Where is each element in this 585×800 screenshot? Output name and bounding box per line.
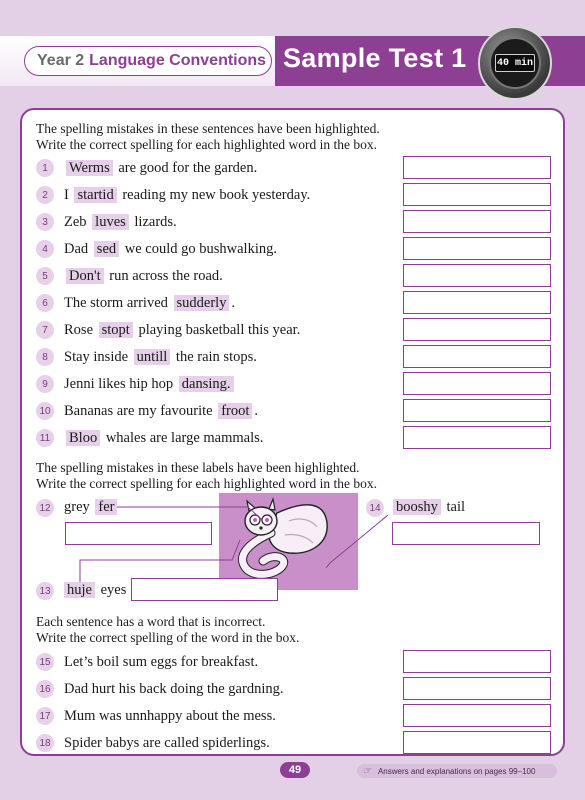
question-text (64, 347, 257, 367)
section2-instruction (36, 460, 377, 492)
question-text (64, 374, 236, 394)
question-text (64, 158, 257, 178)
question-number: 8 (36, 348, 54, 366)
answers-reference (357, 764, 557, 778)
question-row (36, 372, 551, 394)
answer-box[interactable] (403, 372, 551, 395)
question-text (64, 239, 277, 259)
question-number: 7 (36, 321, 54, 339)
question-text (64, 401, 258, 421)
question-number: 16 (36, 680, 54, 698)
highlighted-word: booshy (393, 499, 441, 515)
highlighted-word: Don't (66, 268, 104, 284)
pointing-hand-icon: ☞ (363, 765, 372, 777)
question-row (36, 264, 551, 286)
answer-box[interactable] (403, 677, 551, 700)
question-text: Mum was unnhappy about the mess. (64, 708, 276, 724)
question-row (36, 156, 551, 178)
question-row (36, 677, 551, 699)
question-text (64, 212, 177, 232)
text-after: lizards. (134, 214, 177, 230)
page-header (0, 0, 585, 100)
label-plain: grey (64, 499, 90, 515)
instruction-line: Each sentence has a word that is incorrect. (36, 614, 266, 629)
year-subject-pill (24, 46, 272, 76)
sugar-glider-illustration (219, 493, 358, 590)
instruction-line: Write the correct spelling for each highlighted word in the box. (36, 476, 377, 491)
text-before: Stay inside (64, 349, 129, 365)
question-row (36, 650, 551, 672)
question-row (36, 210, 551, 232)
highlighted-word: dansing. (179, 376, 234, 392)
question-text: Let’s boil sum eggs for breakfast. (64, 654, 259, 670)
text-after: . (231, 295, 236, 311)
text-after: reading my new book yesterday. (122, 187, 311, 203)
question-row (36, 237, 551, 259)
answer-box[interactable] (65, 522, 212, 545)
highlighted-word: untill (134, 349, 171, 365)
question-number: 9 (36, 375, 54, 393)
question-text (64, 320, 300, 340)
question-text: Spider babys are called spiderlings. (64, 735, 270, 751)
text-after: . (254, 403, 258, 419)
section1-instruction (36, 121, 380, 153)
section3-instruction (36, 614, 299, 646)
answer-box[interactable] (131, 578, 278, 601)
question-row (36, 345, 551, 367)
instruction-line: Write the correct spelling of the word in the box. (36, 630, 300, 645)
highlighted-word: fer (95, 499, 117, 515)
question-number: 6 (36, 294, 54, 312)
highlighted-word: stopt (99, 322, 133, 338)
question-text (64, 428, 263, 448)
answer-box[interactable] (403, 650, 551, 673)
question-number: 4 (36, 240, 54, 258)
text-before: Rose (64, 322, 93, 338)
page-title: Sample Test 1 (283, 43, 467, 73)
answers-text: Answers and explanations on pages 99–100 (377, 766, 536, 776)
answer-box[interactable] (403, 318, 551, 341)
question-number: 5 (36, 267, 54, 285)
question-row (36, 704, 551, 726)
text-after: the rain stops. (175, 349, 257, 365)
text-before: The storm arrived (64, 295, 168, 311)
answer-box[interactable] (403, 399, 551, 422)
label-plain: tail (446, 499, 466, 515)
answer-box[interactable] (403, 183, 551, 206)
question-text (64, 293, 235, 313)
question-number: 2 (36, 186, 54, 204)
question-row (36, 426, 551, 448)
question-row (36, 731, 551, 753)
text-before: I (64, 187, 69, 203)
instruction-line: The spelling mistakes in these labels have been highlighted. (36, 460, 360, 475)
question-number: 11 (36, 429, 54, 447)
question-text (64, 266, 223, 286)
question-number: 1 (36, 159, 54, 177)
question-row (36, 399, 551, 421)
label-text (64, 497, 119, 517)
text-after: playing basketball this year. (138, 322, 301, 338)
question-row (36, 291, 551, 313)
answer-box[interactable] (392, 522, 540, 545)
stopwatch-face (489, 37, 541, 89)
answer-box[interactable] (403, 704, 551, 727)
subject-label: Language Conventions (89, 52, 267, 69)
question-row (36, 318, 551, 340)
text-after: are good for the garden. (118, 160, 258, 176)
text-before: Jenni likes hip hop (64, 376, 174, 392)
timer-readout: 40 min (495, 54, 535, 72)
highlighted-word: Bloo (66, 430, 100, 446)
answer-box[interactable] (403, 731, 551, 754)
question-number: 12 (36, 499, 54, 517)
text-after: we could go bushwalking. (124, 241, 277, 257)
question-number: 14 (366, 499, 384, 517)
text-before: Dad (64, 241, 89, 257)
question-row (36, 183, 551, 205)
text-after: whales are large mammals. (105, 430, 264, 446)
question-number: 18 (36, 734, 54, 752)
highlighted-word: huje (64, 582, 95, 598)
question-text: Dad hurt his back doing the gardning. (64, 681, 284, 697)
question-number: 13 (36, 582, 54, 600)
question-number: 17 (36, 707, 54, 725)
highlighted-word: sed (94, 241, 119, 257)
highlighted-word: luves (92, 214, 129, 230)
answer-box[interactable] (403, 264, 551, 287)
question-number: 3 (36, 213, 54, 231)
answer-box[interactable] (403, 345, 551, 368)
answer-box[interactable] (403, 291, 551, 314)
answer-box[interactable] (403, 237, 551, 260)
highlighted-word: Werms (66, 160, 113, 176)
text-before: Bananas are my favourite (64, 403, 213, 419)
label-text (62, 580, 126, 600)
answer-box[interactable] (403, 210, 551, 233)
page-number: 49 (280, 762, 310, 778)
highlighted-word: sudderly (174, 295, 230, 311)
question-number: 15 (36, 653, 54, 671)
instruction-line: Write the correct spelling for each highlighted word in the box. (36, 137, 377, 152)
label-plain: eyes (100, 582, 127, 598)
highlighted-word: froot (218, 403, 252, 419)
answer-box[interactable] (403, 156, 551, 179)
question-text (64, 185, 310, 205)
instruction-line: The spelling mistakes in these sentences have been highlighted. (36, 121, 380, 136)
answer-box[interactable] (403, 426, 551, 449)
stopwatch-icon (478, 26, 552, 100)
label-text (391, 497, 465, 517)
year-label: Year 2 (37, 52, 85, 69)
text-before: Zeb (64, 214, 87, 230)
text-after: run across the road. (109, 268, 223, 284)
highlighted-word: startid (74, 187, 116, 203)
question-number: 10 (36, 402, 54, 420)
